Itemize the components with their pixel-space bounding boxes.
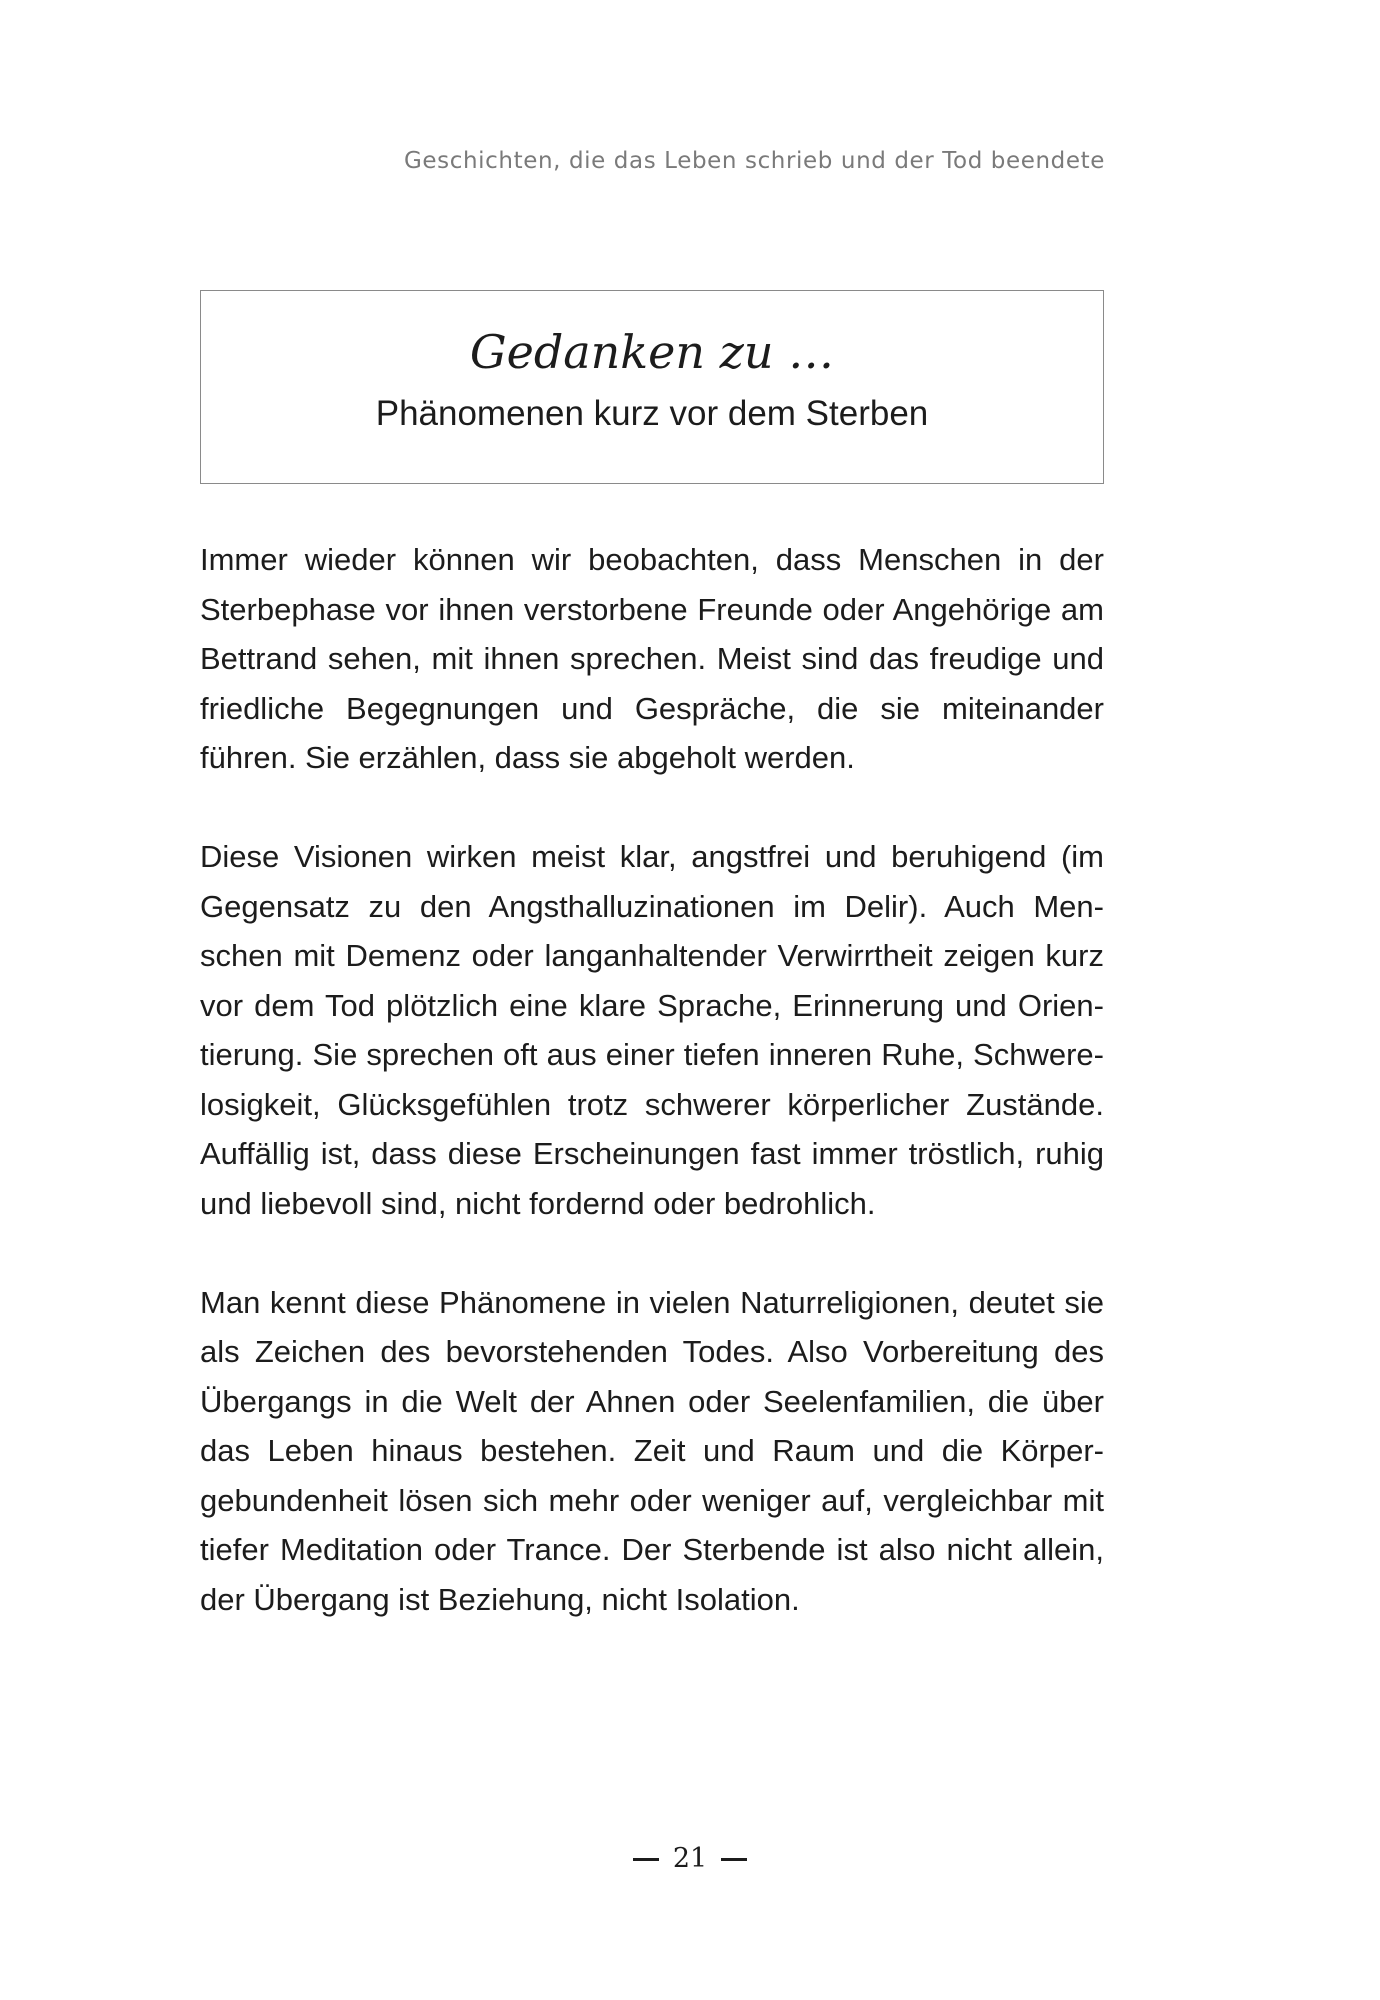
- section-title: Gedanken zu …: [469, 325, 835, 379]
- left-dash: [633, 1858, 659, 1861]
- paragraph-3: Man kennt diese Phänomene in vielen Naturreligionen, deutet sie als Zeichen des bevorstehenden Todes. Also Vorbereitung des Übergangs in die Welt der Ahnen oder Seelenfamilien, die über das Leben hinaus bestehen. Zeit und Raum und die Körpergebundenheit lösen sich mehr oder weniger auf, vergleichbar mit tiefer Meditation oder Trance. Der Sterbende ist also nicht allein, der Übergang ist Beziehung, nicht Isolation.: [200, 1284, 1104, 1617]
- right-dash: [721, 1858, 747, 1861]
- paragraph-2: Diese Visionen wirken meist klar, angstfrei und beruhigend (im Gegensatz zu den Angsthalluzinationen im Delir). Auch Menschen mit Demenz oder langanhaltender Verwirrtheit zeigen kurz vor dem Tod plötzlich eine klare Sprache, Erinnerung und Orientierung. Sie sprechen oft aus einer tiefen inneren Ruhe, Schwerelosigkeit, Glücksgefühlen trotz schwerer körperlicher Zustände. Auffällig ist, dass diese Erscheinungen fast immer tröstlich, ruhig und liebevoll sind, nicht fordernd oder bedrohlich.: [200, 839, 1104, 1221]
- title-box: [200, 290, 1104, 484]
- page-number: 21: [672, 1843, 708, 1874]
- running-head: Geschichten, die das Leben schrieb und der Tod beendete: [403, 148, 1105, 174]
- section-subtitle: Phänomenen kurz vor dem Sterben: [375, 394, 929, 433]
- paragraph-1: Immer wieder können wir beobachten, dass Menschen in der Sterbephase vor ihnen verstorbene Freunde oder Angehörige am Bettrand sehen, mit ihnen sprechen. Meist sind das freudige und friedliche Begegnungen und Gespräche, die sie miteinander führen. Sie erzählen, dass sie abgeholt werden.: [200, 542, 1104, 775]
- page-number-footer: [0, 1845, 1380, 1872]
- body-text: [200, 535, 1104, 1624]
